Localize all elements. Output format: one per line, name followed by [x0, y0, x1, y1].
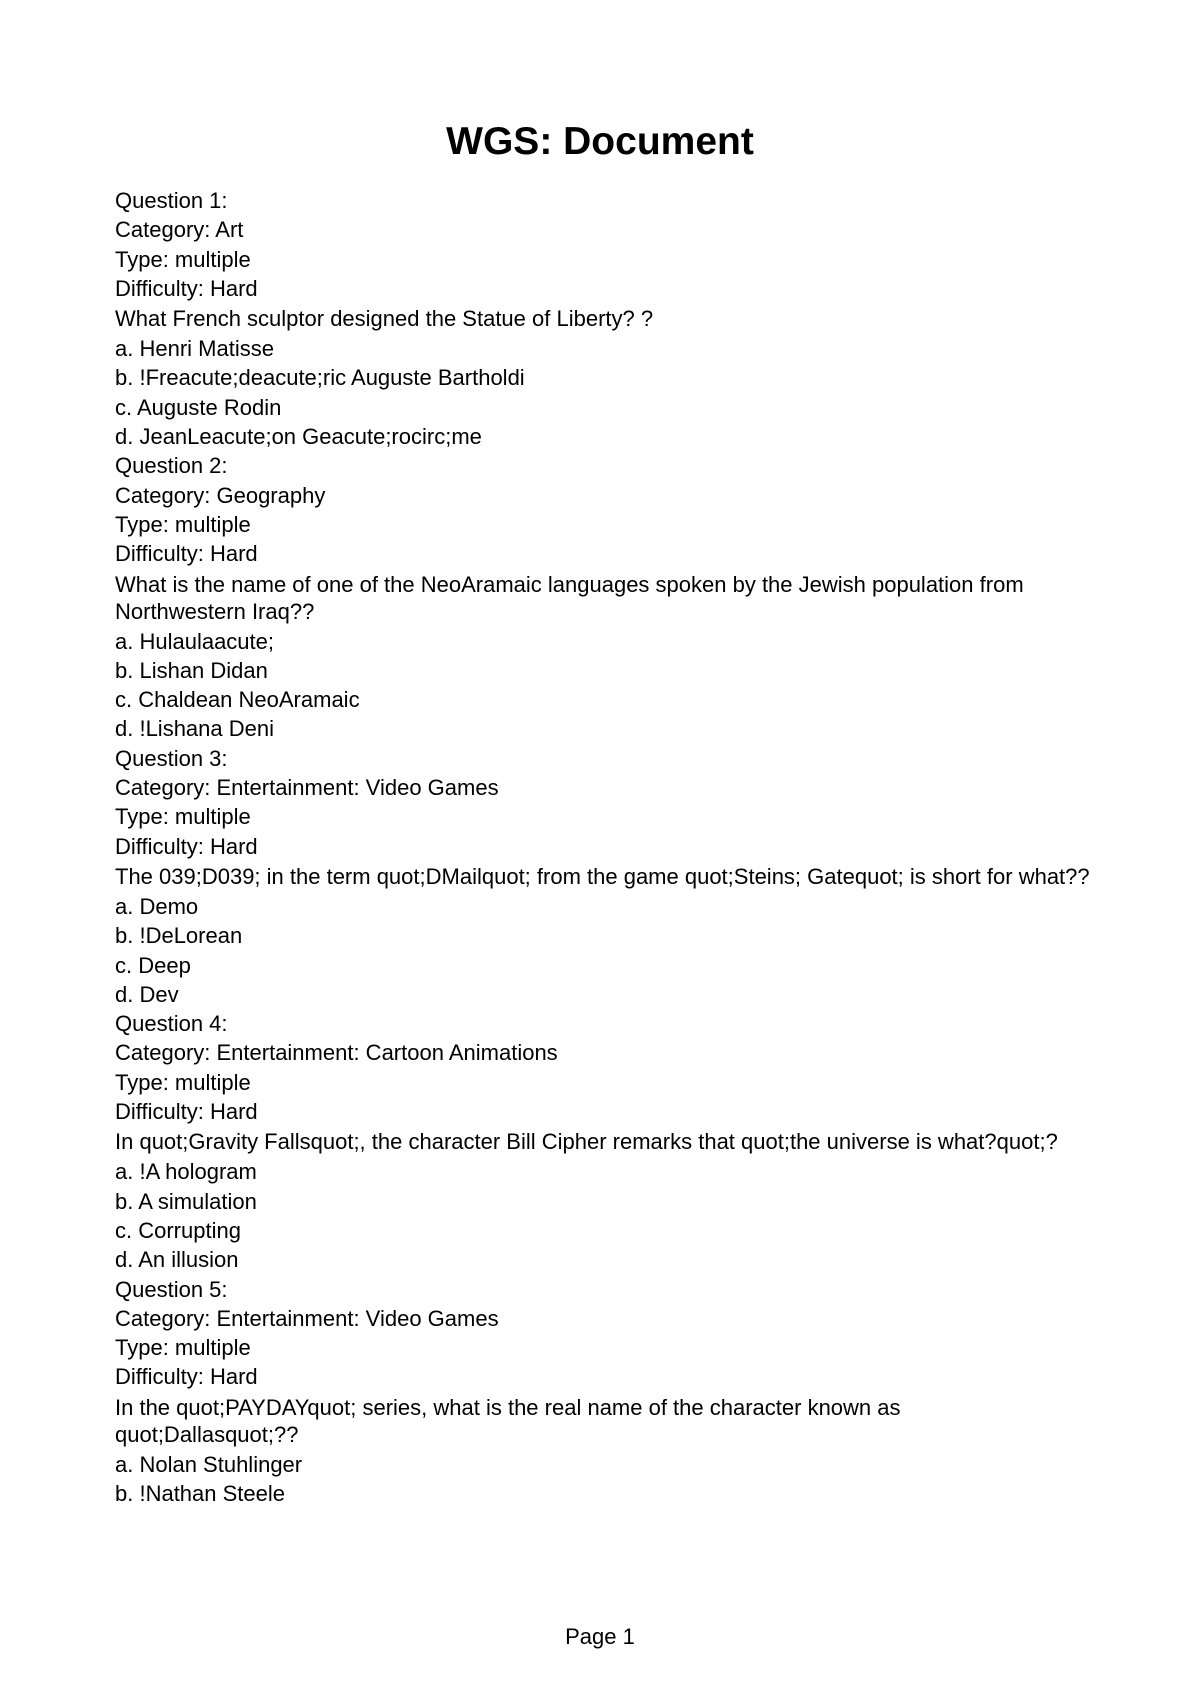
question-text: What French sculptor designed the Statue of Liberty? ?: [115, 306, 654, 332]
question-heading: Question 2:: [115, 453, 228, 479]
question-list: [115, 186, 1090, 1508]
question-heading: Question 4:: [115, 1011, 228, 1037]
question-text: The 039;D039; in the term quot;DMailquot; from the game quot;Steins; Gatequot; is short for what??: [115, 863, 1090, 889]
question-heading: Question 5:: [115, 1276, 228, 1302]
question-text: In quot;Gravity Fallsquot;, the character Bill Cipher remarks that quot;the universe is what?quot;?: [115, 1129, 1058, 1155]
document-title: WGS: Document: [446, 120, 754, 163]
question-category: Category: Entertainment: Cartoon Animations: [115, 1040, 558, 1066]
question-text: What is the name of one of the NeoAramaic languages spoken by the Jewish population from Northwestern Iraq??: [115, 571, 1024, 624]
answer-option: c. Chaldean NeoAramaic: [115, 687, 360, 713]
answer-option: a. Demo: [115, 893, 199, 919]
question-difficulty: Difficulty: Hard: [115, 1099, 258, 1125]
answer-option: b. !Nathan Steele: [115, 1480, 286, 1506]
question-category: Category: Geography: [115, 482, 326, 508]
answer-option: b. !DeLorean: [115, 923, 243, 949]
answer-option: d. Dev: [115, 981, 179, 1007]
question-type: Type: multiple: [115, 246, 251, 272]
question-type: Type: multiple: [115, 1335, 251, 1361]
question-category: Category: Art: [115, 217, 244, 243]
answer-option: c. Corrupting: [115, 1217, 241, 1243]
question-block: [115, 1275, 1090, 1509]
question-difficulty: Difficulty: Hard: [115, 541, 258, 567]
page-number: Page 1: [565, 1624, 635, 1649]
answer-option: c. Auguste Rodin: [115, 394, 282, 420]
question-heading: Question 1:: [115, 188, 228, 213]
answer-option: a. Henri Matisse: [115, 336, 274, 362]
answer-option: b. A simulation: [115, 1188, 257, 1214]
answer-option: d. JeanLeacute;on Geacute;rocirc;me: [115, 424, 482, 450]
answer-option: b. Lishan Didan: [115, 657, 268, 683]
answer-option: b. !Freacute;deacute;ric Auguste Bartholdi: [115, 365, 525, 391]
question-block: [115, 744, 1090, 1009]
question-block: [115, 1009, 1090, 1274]
answer-option: a. Nolan Stuhlinger: [115, 1451, 303, 1477]
question-difficulty: Difficulty: Hard: [115, 275, 258, 301]
question-type: Type: multiple: [115, 804, 251, 830]
question-category: Category: Entertainment: Video Games: [115, 1305, 499, 1331]
answer-option: a. Hulaulaacute;: [115, 628, 274, 654]
answer-option: c. Deep: [115, 952, 191, 978]
question-type: Type: multiple: [115, 1069, 251, 1095]
answer-option: d. An illusion: [115, 1247, 239, 1273]
answer-option: a. !A hologram: [115, 1159, 257, 1185]
question-category: Category: Entertainment: Video Games: [115, 775, 499, 801]
question-text: In the quot;PAYDAYquot; series, what is the real name of the character known as quot;Dallasquot;??: [115, 1394, 901, 1447]
question-difficulty: Difficulty: Hard: [115, 833, 258, 859]
answer-option: d. !Lishana Deni: [115, 716, 274, 742]
question-heading: Question 3:: [115, 745, 228, 771]
question-block: [115, 451, 1090, 743]
question-block: [115, 186, 1090, 451]
question-type: Type: multiple: [115, 511, 251, 537]
question-difficulty: Difficulty: Hard: [115, 1364, 258, 1390]
